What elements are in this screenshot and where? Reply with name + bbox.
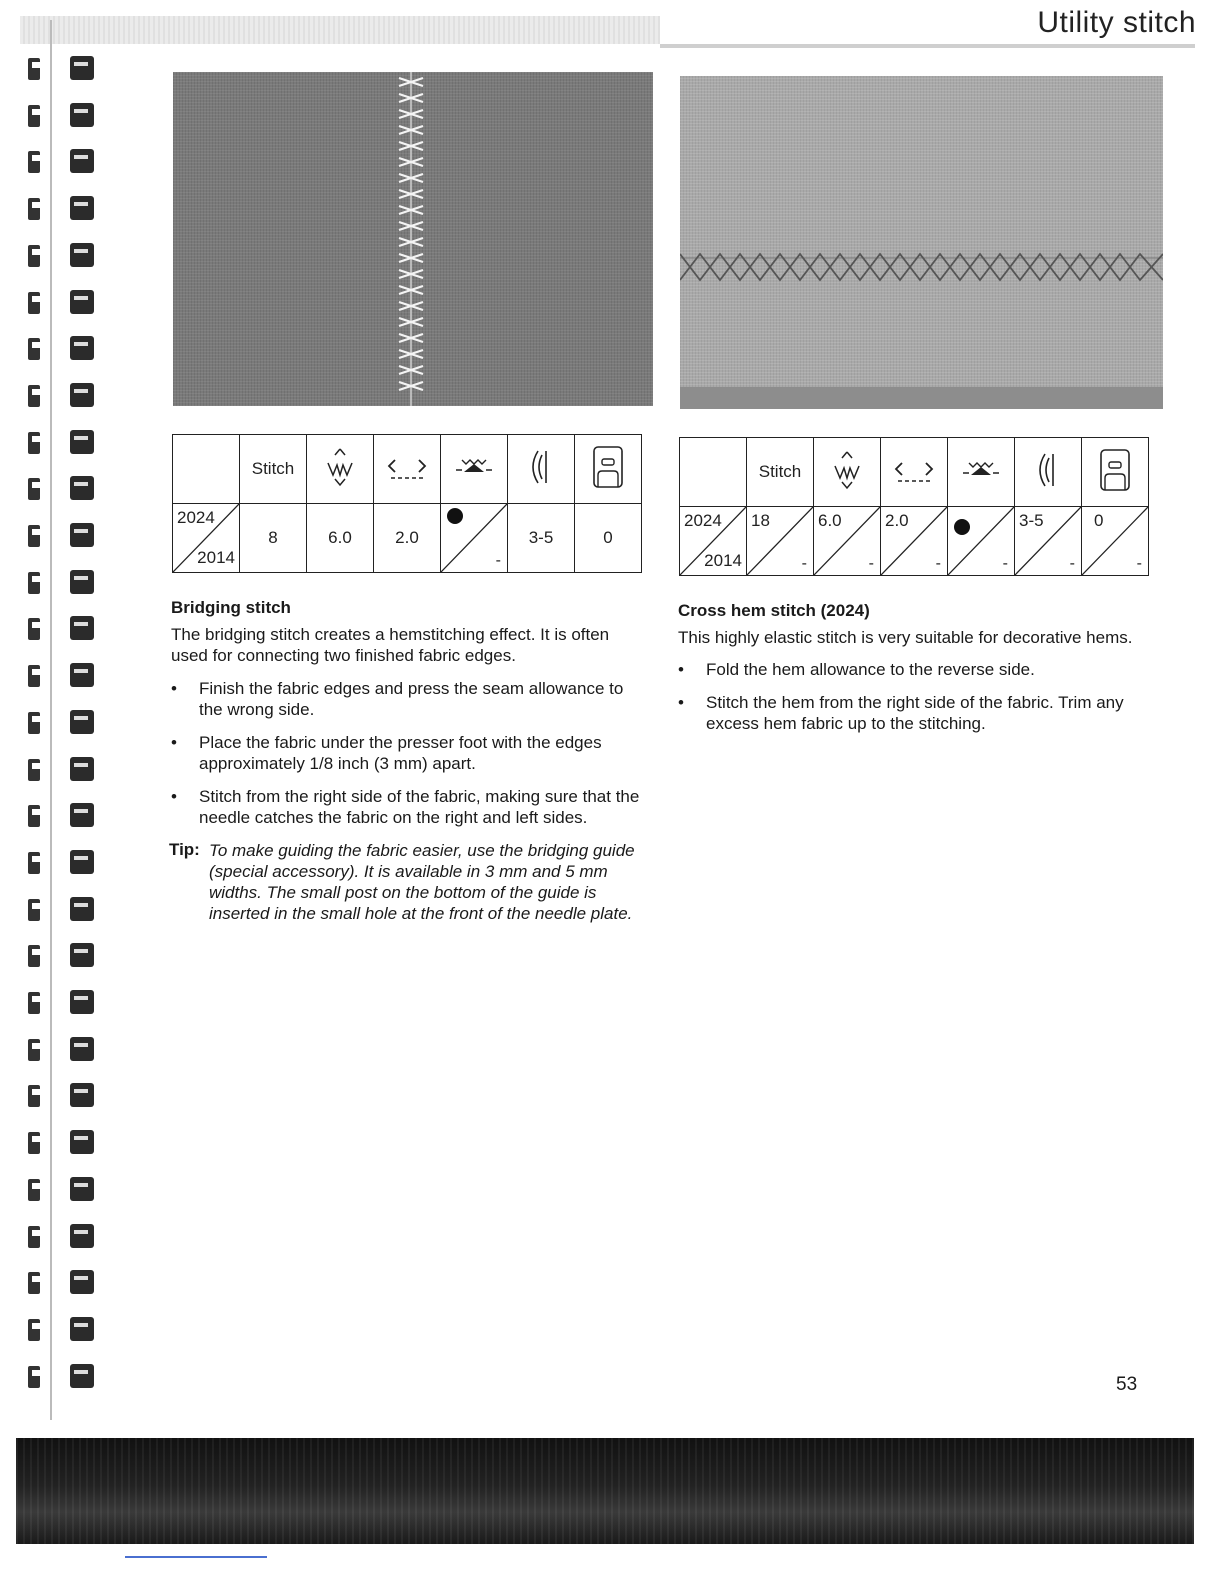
header-rule [660, 44, 1195, 48]
stitch-value: 8 [240, 504, 307, 573]
cross-hem-settings-table [679, 437, 1149, 576]
length-value: 2.0 [374, 504, 441, 573]
binding-ring [70, 663, 94, 687]
foot-pressure-value: 3-5 [1019, 511, 1044, 530]
binding-ring-hole [28, 805, 40, 827]
list-item: • Place the fabric under the presser foot with the edges approximately 1/8 inch (3 mm) apart. [171, 732, 641, 774]
foot-cell [1082, 507, 1149, 576]
binding-ring [70, 243, 94, 267]
spiral-binding [0, 0, 110, 1440]
binding-ring [70, 1177, 94, 1201]
model-cell [173, 504, 240, 573]
binding-ring-hole [28, 572, 40, 594]
auto-tension-dot-icon [447, 508, 463, 524]
cross-hem-stitch-sample [680, 76, 1163, 409]
stitch-width-icon [814, 438, 881, 507]
model-cell [680, 507, 747, 576]
presser-foot-icon [575, 435, 642, 504]
width-value: 6.0 [307, 504, 374, 573]
tip-text: To make guiding the fabric easier, use the bridging guide (special accessory). It is available in 3 mm and 5 mm widths. The small post on the bottom of the guide is inserted in the small hole at the front of the needle plate. [209, 841, 635, 923]
binding-ring-hole [28, 525, 40, 547]
binding-ring [70, 1130, 94, 1154]
bridging-stitch-sample [173, 72, 653, 406]
header-bar [20, 16, 660, 44]
model-bottom: 2014 [197, 548, 235, 567]
binding-ring [70, 990, 94, 1014]
length-value-2014: - [935, 555, 941, 572]
stitch-value: 18 [751, 511, 770, 530]
binding-ring-hole [28, 712, 40, 734]
binding-ring [70, 476, 94, 500]
list-item: • Finish the fabric edges and press the seam allowance to the wrong side. [171, 678, 641, 720]
cross-hem-section [678, 601, 1168, 746]
binding-ring [70, 336, 94, 360]
binding-ring-hole [28, 105, 40, 127]
model-bottom: 2014 [704, 551, 742, 570]
bridging-stitch-section [171, 598, 641, 924]
auto-tension-dot-icon [954, 519, 970, 535]
binding-ring-hole [28, 1039, 40, 1061]
stitch-width-icon [307, 435, 374, 504]
binding-ring-hole [28, 1132, 40, 1154]
tension-cell [441, 504, 508, 573]
page-number: 53 [1116, 1374, 1138, 1395]
binding-ring-hole [28, 1179, 40, 1201]
binding-ring-hole [28, 338, 40, 360]
cross-hem-heading: Cross hem stitch (2024) [678, 601, 870, 620]
binding-ring [70, 1317, 94, 1341]
presser-foot-pressure-icon [508, 435, 575, 504]
binding-ring-hole [28, 852, 40, 874]
cross-hem-intro: This highly elastic stitch is very suitable for decorative hems. [678, 628, 1133, 647]
binding-ring [70, 523, 94, 547]
length-value: 2.0 [885, 511, 909, 530]
binding-edge [50, 20, 52, 1420]
stitch-header: Stitch [747, 438, 814, 507]
binding-ring [70, 383, 94, 407]
binding-ring-hole [28, 759, 40, 781]
binding-ring-hole [28, 151, 40, 173]
bridging-stitch-photo [173, 72, 653, 406]
binding-ring [70, 757, 94, 781]
binding-ring [70, 1364, 94, 1388]
binding-ring [70, 56, 94, 80]
thread-tension-icon [441, 435, 508, 504]
tension-cell [948, 507, 1015, 576]
binding-ring [70, 290, 94, 314]
hem-fold [680, 387, 1163, 409]
binding-ring-hole [28, 385, 40, 407]
stitch-value-2014: - [801, 555, 807, 572]
binding-ring-hole [28, 1366, 40, 1388]
binding-ring-hole [28, 478, 40, 500]
foot-pressure-value: 3-5 [508, 504, 575, 573]
model-header-cell [173, 435, 240, 504]
binding-ring [70, 196, 94, 220]
model-top: 2024 [177, 508, 215, 527]
binding-ring-hole [28, 292, 40, 314]
stitch-header: Stitch [240, 435, 307, 504]
stitch-cell [747, 507, 814, 576]
binding-ring-hole [28, 1226, 40, 1248]
thread-tension-icon [948, 438, 1015, 507]
binding-ring [70, 430, 94, 454]
binding-ring-hole [28, 58, 40, 80]
binding-ring-hole [28, 1272, 40, 1294]
binding-ring-hole [28, 618, 40, 640]
bottom-rule [125, 1556, 267, 1558]
binding-ring [70, 1270, 94, 1294]
tip [171, 840, 641, 924]
foot-value: 0 [1094, 511, 1104, 530]
binding-ring-hole [28, 432, 40, 454]
model-header-cell [680, 438, 747, 507]
width-cell [814, 507, 881, 576]
list-item: • Stitch from the right side of the fabric, making sure that the needle catches the fabric on the right and left sides. [171, 786, 641, 828]
binding-ring-hole [28, 945, 40, 967]
foot-value: 0 [575, 504, 642, 573]
cross-hem-stitch-photo [680, 76, 1163, 409]
binding-ring [70, 803, 94, 827]
presser-foot-pressure-icon [1015, 438, 1082, 507]
binding-ring [70, 1083, 94, 1107]
stitch-length-icon [881, 438, 948, 507]
width-value: 6.0 [818, 511, 842, 530]
binding-ring [70, 149, 94, 173]
tension-value-2014: - [1002, 555, 1008, 572]
foot-value-2014: - [1136, 555, 1142, 572]
length-cell [881, 507, 948, 576]
foot-pressure-cell [1015, 507, 1082, 576]
binding-ring-hole [28, 1319, 40, 1341]
binding-ring [70, 1037, 94, 1061]
binding-ring [70, 850, 94, 874]
cross-hem-steps [678, 659, 1168, 734]
model-top: 2024 [684, 511, 722, 530]
tip-label: Tip: [169, 840, 200, 859]
binding-ring [70, 616, 94, 640]
presser-foot-icon [1082, 438, 1149, 507]
page-title: Utility stitch [1037, 6, 1196, 39]
binding-ring [70, 1224, 94, 1248]
stitch-length-icon [374, 435, 441, 504]
binding-ring [70, 103, 94, 127]
bottom-scan-band [16, 1438, 1194, 1544]
binding-ring-hole [28, 665, 40, 687]
binding-ring-hole [28, 198, 40, 220]
binding-ring [70, 710, 94, 734]
binding-ring [70, 897, 94, 921]
tension-value: - [495, 552, 501, 569]
binding-ring [70, 943, 94, 967]
list-item: • Stitch the hem from the right side of the fabric. Trim any excess hem fabric up to the stitching. [678, 692, 1168, 734]
width-value-2014: - [868, 555, 874, 572]
foot-pressure-value-2014: - [1069, 555, 1075, 572]
bridging-heading: Bridging stitch [171, 598, 291, 617]
binding-ring-hole [28, 899, 40, 921]
bridging-steps [171, 678, 641, 828]
binding-ring-hole [28, 992, 40, 1014]
bridging-intro: The bridging stitch creates a hemstitching effect. It is often used for connecting two finished fabric edges. [171, 625, 610, 665]
bridging-settings-table [172, 434, 642, 573]
binding-ring-hole [28, 1085, 40, 1107]
binding-ring-hole [28, 245, 40, 267]
list-item: • Fold the hem allowance to the reverse side. [678, 659, 1168, 680]
binding-ring [70, 570, 94, 594]
